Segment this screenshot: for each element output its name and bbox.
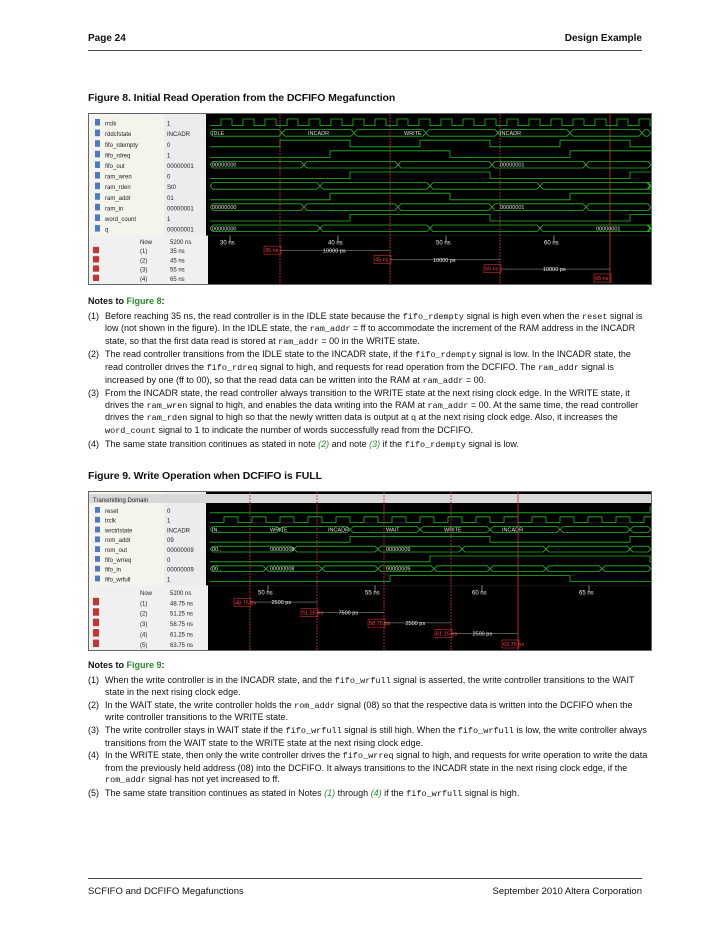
note-text: signal to high, and requests for read operation from the DCFIFO. The <box>257 361 539 372</box>
bus-value-label: 00000000 <box>212 205 237 212</box>
signal-value: 00000001 <box>167 164 194 170</box>
figure-8-title: Figure 8. Initial Read Operation from the DCFIFO Megafunction <box>88 92 396 104</box>
signal-name: fifo_rdreq <box>105 153 131 160</box>
signal-name: ram_in <box>105 206 124 213</box>
bus-value-label: 00.. <box>212 566 222 573</box>
signal-value: 1 <box>167 153 171 160</box>
cursor-tag: 51.25 ns <box>302 610 324 617</box>
bus-value-label: 00.. <box>212 547 222 554</box>
bus-value-label: 00000000 <box>212 226 237 233</box>
time-tick-label: 30 ns <box>220 240 235 247</box>
delta-label: 2500 ps <box>405 620 426 627</box>
cursor-name: Now <box>140 590 153 597</box>
cursor-tag: 58.75 ns <box>369 621 391 628</box>
bus-value-label: 00000008 <box>270 566 295 573</box>
note-text: From the INCADR state, the read controller always transition to the WRITE state at the next rising clock edge. In the WRITE state, it drives the <box>105 388 630 410</box>
cursor-value: 45 ns <box>170 258 185 265</box>
code-term: ram_rden <box>146 413 188 424</box>
header-rule <box>88 50 642 51</box>
note-text: The same state transition continues as stated in note <box>105 438 319 449</box>
note-text: signal is still high. When the <box>341 724 458 735</box>
note-text: signal is low. <box>465 438 519 449</box>
note-item <box>88 349 648 387</box>
signal-icon <box>95 214 100 221</box>
code-term: fifo_rdempty <box>404 439 466 450</box>
notes-9-title: Notes to Figure 9: <box>88 660 165 670</box>
note-text: = 00. <box>463 374 487 385</box>
signal-value: 1 <box>167 217 171 223</box>
note-text: if the <box>381 787 407 798</box>
code-term: ram_addr <box>278 336 319 347</box>
bus-value-label: WAIT <box>386 527 400 534</box>
signal-name: rrclk <box>105 121 117 128</box>
code-term: fifo_wrreq <box>342 751 394 762</box>
signal-value: 00000009 <box>167 567 194 574</box>
lock-icon <box>93 629 99 636</box>
signal-icon <box>95 151 100 158</box>
note-item <box>88 788 648 801</box>
bus-value-label: INCADR <box>308 130 330 137</box>
note-text: if the <box>380 438 405 449</box>
cursor-value: 5200 ns <box>170 239 192 246</box>
note-text: signal is high even when the <box>463 310 582 321</box>
note-text: = 00. At the same time, the read controller drives the <box>105 399 639 423</box>
bus-value-label: 00000009 <box>386 547 411 554</box>
cursor-tag: 63.75 ns <box>503 642 525 648</box>
note-item <box>88 439 648 452</box>
signal-name: fifo_wrreq <box>105 557 132 564</box>
code-term: word_count <box>105 425 157 436</box>
code-term: fifo_wrfull <box>334 675 391 686</box>
signal-value: 0 <box>167 142 171 149</box>
code-term: ram_wren <box>146 400 188 411</box>
note-text: signal has not yet increased to ff. <box>145 774 280 785</box>
cursor-name: (1) <box>140 249 148 256</box>
note-number: (1) <box>88 674 99 685</box>
note-text: signal to high so that the newly written data is output at <box>187 412 411 423</box>
signal-name: ram_rden <box>105 185 131 192</box>
cursor-name: (1) <box>140 601 148 608</box>
time-tick-label: 55 ns <box>365 590 380 597</box>
bus-value-label: WRITE <box>404 130 422 137</box>
lock-icon <box>93 608 99 615</box>
note-text: signal is low. In the INCADR state, the read controller drives the <box>105 349 631 372</box>
signal-icon <box>95 225 100 232</box>
signal-icon <box>95 556 100 562</box>
code-term: fifo_wrfull <box>406 788 463 799</box>
signal-value: 1 <box>167 518 171 525</box>
note-number: (4) <box>88 750 99 761</box>
signal-value: 0 <box>167 508 171 515</box>
figure-9-link[interactable]: Figure 9 <box>126 660 162 670</box>
time-tick-label: 65 ns <box>579 590 594 597</box>
section-title: Design Example <box>564 33 642 44</box>
lock-icon <box>93 640 99 647</box>
cursor-tag: 55 ns <box>485 266 499 273</box>
note-number: (4) <box>88 438 99 449</box>
lock-icon <box>93 265 99 271</box>
signal-value: 1 <box>167 121 171 128</box>
figure-9-notes <box>88 660 648 802</box>
bus-value-label: INCADR <box>328 527 350 534</box>
note-number: (1) <box>88 310 99 321</box>
lock-icon <box>93 247 99 253</box>
signal-icon <box>95 536 100 542</box>
cursor-value: 55 ns <box>170 267 185 274</box>
cursor-name: (5) <box>140 643 148 649</box>
signal-name: fifo_in <box>105 567 122 574</box>
cursor-tag: 35 ns <box>265 248 279 255</box>
signal-name: rddcfstate <box>105 132 132 139</box>
note-item <box>88 675 648 699</box>
cursor-name: (2) <box>140 611 148 618</box>
signal-icon <box>95 140 100 147</box>
time-tick-label: 60 ns <box>544 240 559 247</box>
signal-icon <box>95 161 100 168</box>
signal-icon <box>95 546 100 552</box>
signal-name: q <box>105 227 109 234</box>
signal-icon <box>95 130 100 137</box>
bus-value-label: WRITE <box>270 527 288 534</box>
signal-icon <box>95 507 100 513</box>
bus-value-label: WRITE <box>444 527 462 534</box>
bus-value-label: IN.. <box>212 527 221 534</box>
delta-label: 7500 ps <box>338 610 359 617</box>
code-term: fifo_rdempty <box>402 311 464 322</box>
signal-value: 00000001 <box>167 227 194 234</box>
cursor-tag: 48.75 ns <box>235 600 257 607</box>
note-text: signal is increased by one (ff to 00), so that the read data can be written into the RAM at <box>105 361 614 385</box>
cursor-value: 51.25 ns <box>170 611 194 618</box>
cursor-tag: 65 ns <box>595 276 609 282</box>
code-term: reset <box>581 311 608 322</box>
signal-icon <box>95 566 100 572</box>
note-item <box>88 750 648 787</box>
cursor-tag: 45 ns <box>375 257 389 264</box>
signal-name: fifo_out <box>105 164 125 170</box>
note-text: is low, the write controller always transitions from the WAIT state to the WRITE state at the next rising clock edge. <box>105 724 647 748</box>
note-text: In the WAIT state, the write controller holds the <box>105 699 295 710</box>
cursor-value: 58.75 ns <box>170 622 194 629</box>
footer-date-company: September 2010 Altera Corporation <box>492 886 642 897</box>
note-text: signal (08) so that the respective data is written into the DCFIFO when the write controller transitions to the WRITE state. <box>105 699 633 723</box>
signal-value: 00000009 <box>167 548 194 554</box>
footer-rule <box>88 878 642 879</box>
group-label: Transmitting Domain <box>93 498 149 504</box>
note-text: = 00 in the WRITE state. <box>318 335 420 346</box>
time-tick-label: 40 ns <box>328 240 343 247</box>
code-term: ram_addr <box>427 400 469 411</box>
cursor-value: 63.75 ns <box>170 643 194 649</box>
note-text: at the next rising clock edge. Also, it increases the <box>416 412 618 423</box>
note-text: signal is low (not shown in the figure). In the IDLE state, the <box>105 310 643 334</box>
figure-9-title: Figure 9. Write Operation when DCFIFO is FULL <box>88 470 322 482</box>
delta-label: 10000 ps <box>543 267 566 274</box>
delta-label: 2500 ps <box>271 600 292 607</box>
note-text: When the write controller is in the INCADR state, and the <box>105 674 335 685</box>
bus-value-label: IDLE <box>212 130 225 137</box>
cursor-name: (4) <box>140 632 148 639</box>
signal-name: trclk <box>105 518 116 525</box>
signal-icon <box>95 517 100 523</box>
note-text: signal is high. <box>462 787 520 798</box>
signal-value: INCADR <box>167 132 191 139</box>
waveform-8-svg <box>89 114 651 284</box>
note-text: signal to high, and requests for write operation to write the data from the previously held address (08) into the DCFIFO. It always transitions to the INCADR state in the next rising clock edge, if the <box>105 750 648 773</box>
note-reference[interactable]: (3) <box>369 438 381 449</box>
cursor-value: 48.75 ns <box>170 601 194 608</box>
bus-value-label: 00000008 <box>270 547 295 554</box>
code-term: rom_addr <box>105 775 146 786</box>
note-text: The same state transition continues as stated in Notes <box>105 787 325 798</box>
lock-icon <box>93 275 99 281</box>
footer-doc-title: SCFIFO and DCFIFO Megafunctions <box>88 886 244 897</box>
note-item <box>88 388 648 437</box>
note-reference[interactable]: (4) <box>370 787 382 798</box>
note-reference[interactable]: (1) <box>324 787 336 798</box>
group-header <box>89 494 651 503</box>
bus-value-label: 00000000 <box>212 162 237 169</box>
signal-value: INCADR <box>167 528 191 535</box>
page-number: Page 24 <box>88 33 126 44</box>
signal-name: reset <box>105 508 119 515</box>
cursor-value: 5200 ns <box>170 590 192 597</box>
signal-name: rom_out <box>105 548 128 554</box>
figure-8-notes <box>88 296 648 452</box>
note-number: (3) <box>88 388 99 399</box>
note-number: (2) <box>88 349 99 360</box>
note-text: = ff to accommodate the increment of the RAM address in the INCADR state, so that the first data read is stored at <box>105 323 636 346</box>
lock-icon <box>93 256 99 262</box>
delta-label: 2500 ps <box>472 631 493 638</box>
lock-icon <box>93 619 99 626</box>
bus-value-label: INCADR <box>502 527 524 534</box>
cursor-name: (3) <box>140 622 148 629</box>
note-text: The write controller stays in WAIT state if the <box>105 724 286 735</box>
lock-icon <box>93 598 99 605</box>
note-number: (3) <box>88 724 99 735</box>
signal-name: ram_addr <box>105 195 131 202</box>
notes-8-title: Notes to Figure 8: <box>88 296 165 306</box>
note-text: In the WRITE state, then only the write controller drives the <box>105 750 343 761</box>
bus-value-label: 00000001 <box>500 162 525 169</box>
signal-name: wrctrlstate <box>105 528 133 535</box>
note-text: signal to 1 to indicate the number of words successfully read from the DCFIFO. <box>156 424 474 435</box>
signal-value: 0 <box>167 557 171 564</box>
cursor-name: Now <box>140 239 153 246</box>
time-tick-label: 50 ns <box>436 240 451 247</box>
code-term: rom_addr <box>294 700 335 711</box>
cursor-tag: 61.25 ns <box>436 631 458 638</box>
signal-icon <box>95 527 100 533</box>
figure-8-link[interactable]: Figure 8 <box>126 296 162 306</box>
note-item <box>88 725 648 749</box>
cursor-name: (4) <box>140 277 148 283</box>
delta-label: 10000 ps <box>433 257 456 264</box>
note-number: (5) <box>88 787 99 798</box>
cursor-value: 65 ns <box>170 277 185 283</box>
bus-value-label: 00000001 <box>596 226 621 233</box>
note-text: and note <box>329 438 370 449</box>
note-text: The read controller transitions from the IDLE state to the INCADR state, if the <box>105 349 416 360</box>
signal-name: ram_wren <box>105 174 132 181</box>
signal-value: 0 <box>167 174 171 181</box>
code-term: ram_addr <box>309 324 351 335</box>
signal-value: 01 <box>167 195 174 202</box>
code-term: fifo_wrfull <box>285 725 342 736</box>
signal-value: 09 <box>167 538 174 545</box>
signal-name: fifo_rdempty <box>105 142 139 149</box>
signal-icon <box>95 204 100 211</box>
note-text: signal is asserted, the write controller transitions to the WAIT state in the next rising clock edge. <box>105 674 635 698</box>
note-item <box>88 311 648 349</box>
signal-value: St0 <box>167 185 177 192</box>
figure-8-waveform <box>88 113 652 285</box>
code-term: fifo_rdreq <box>206 362 258 373</box>
signal-icon <box>95 119 100 126</box>
bus-value-label: 00000001 <box>500 205 525 212</box>
note-text: signal to high, and enables the data writing into the RAM at <box>187 399 428 410</box>
code-term: ram_addr <box>538 362 579 373</box>
cursor-value: 61.25 ns <box>170 632 194 639</box>
cursor-name: (3) <box>140 267 148 274</box>
signal-name: word_count <box>105 217 137 223</box>
code-term: fifo_wrfull <box>457 725 514 736</box>
signal-value: 1 <box>167 577 171 584</box>
signal-icon <box>95 183 100 190</box>
note-text: Before reaching 35 ns, the read controller is in the IDLE state because the <box>105 310 403 321</box>
code-term: fifo_rdempty <box>415 350 477 361</box>
cursor-value: 35 ns <box>170 249 185 256</box>
figure-9-waveform <box>88 491 652 651</box>
note-text: through <box>335 787 371 798</box>
bus-value-label: INCADR <box>500 130 522 137</box>
signal-value: 00000001 <box>167 206 194 213</box>
waveform-9-svg <box>89 492 651 650</box>
signal-icon <box>95 172 100 179</box>
note-reference[interactable]: (2) <box>318 438 330 449</box>
note-number: (2) <box>88 699 99 710</box>
signal-name: rom_addr <box>105 538 131 545</box>
bus-value-label: 00000009 <box>386 566 411 573</box>
code-term: q <box>410 413 417 424</box>
code-term: ram_addr <box>422 375 464 386</box>
time-tick-label: 60 ns <box>472 590 487 597</box>
delta-label: 10000 ps <box>323 248 346 255</box>
note-item <box>88 700 648 724</box>
signal-icon <box>95 193 100 200</box>
signal-name: fifo_wrfull <box>105 577 131 584</box>
cursor-name: (2) <box>140 258 148 265</box>
time-tick-label: 50 ns <box>258 590 273 597</box>
signal-icon <box>95 576 100 582</box>
